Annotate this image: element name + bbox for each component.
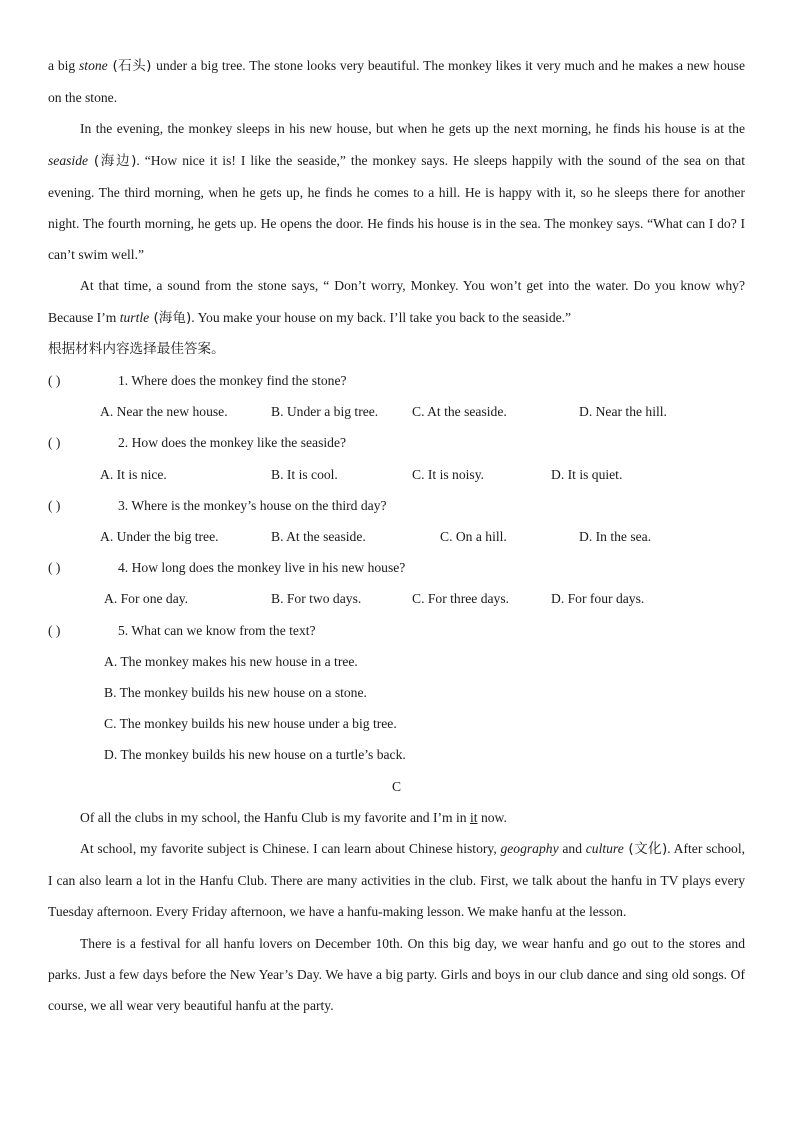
answer-blank[interactable]: ( ) <box>48 622 61 638</box>
option-c: C. For three days. <box>412 591 510 607</box>
question-3-options <box>48 521 745 552</box>
text-run: now. <box>477 809 507 825</box>
text-run: At that time, a sound from the stone says, “ Don’t worry, Monkey. You won’t get into the water. Do you know why? Because I’m <box>48 278 745 325</box>
text-run: . “How nice it is! I like the seaside,” the monkey says. He sleeps happily with the sound of the sea on that evening. The third morning, when he gets up, he finds he comes to a hill. He is happy with it, so he sleeps there for another night. The fourth morning, he gets up. He opens the door. He finds his house is in the sea. The monkey says. “What can I do? I can’t swim well.” <box>48 152 745 263</box>
text-run: . You make your house on my back. I’ll take you back to the seaside.” <box>191 309 572 325</box>
vocab-gloss: (文化) <box>623 841 668 858</box>
question-text: 3. Where is the monkey’s house on the third day? <box>118 497 387 513</box>
question-5 <box>48 615 745 646</box>
vocab-geography: geography <box>500 841 559 857</box>
passage-b-paragraph-2 <box>48 113 745 270</box>
option-d: D. It is quiet. <box>551 466 623 482</box>
passage-c-paragraph-2 <box>48 833 745 928</box>
passage-c-paragraph-1 <box>48 802 745 833</box>
vocab-gloss: (石头) <box>107 58 157 74</box>
option-b: B. For two days. <box>271 591 362 607</box>
question-2 <box>48 427 745 458</box>
text-run: . After school, I can also learn a lot in the Hanfu Club. There are many activities in the club. First, we talk about the hanfu in TV plays every Tuesday afternoon. Every Friday afternoon, we have a hanfu-making lesson. We make hanfu at the lesson. <box>48 841 745 920</box>
option-d: D. In the sea. <box>579 529 652 545</box>
question-3 <box>48 490 745 521</box>
option-b: B. At the seaside. <box>271 529 366 545</box>
question-2-options <box>48 459 745 490</box>
answer-blank[interactable]: ( ) <box>48 373 61 389</box>
vocab-stone: stone <box>79 58 108 73</box>
question-text: 1. Where does the monkey find the stone? <box>118 373 347 389</box>
option-a: A. It is nice. <box>100 466 167 482</box>
answer-blank[interactable]: ( ) <box>48 435 61 451</box>
text-run: and <box>558 841 586 857</box>
question-text: 2. How does the monkey like the seaside? <box>118 435 347 451</box>
text-run: a big <box>48 58 80 73</box>
option-a: A. Near the new house. <box>100 404 228 420</box>
text-run: At school, my favorite subject is Chinese. I can learn about Chinese history, <box>80 841 501 857</box>
vocab-turtle: turtle <box>119 309 150 325</box>
option-c: C. On a hill. <box>440 529 507 545</box>
vocab-seaside: seaside <box>48 152 89 168</box>
option-a: A. The monkey makes his new house in a tree. <box>104 653 358 669</box>
vocab-gloss: (海边) <box>88 152 137 169</box>
section-c-heading: C <box>391 778 402 794</box>
option-d: D. The monkey builds his new house on a turtle’s back. <box>104 747 406 763</box>
passage-b-paragraph-1 <box>48 50 745 113</box>
option-d: D. Near the hill. <box>579 404 667 420</box>
question-1-options <box>48 396 745 427</box>
underlined-word: it <box>470 809 478 825</box>
instruction-heading: 根据材料内容选择最佳答案。 <box>48 340 225 357</box>
option-c: C. It is noisy. <box>412 466 485 482</box>
option-a: A. Under the big tree. <box>100 529 219 545</box>
vocab-culture: culture <box>585 841 624 857</box>
option-b: B. The monkey builds his new house on a stone. <box>104 685 367 700</box>
passage-c-paragraph-3: There is a festival for all hanfu lovers on December 10th. On this big day, we wear hanfu and go out to the stores and parks. Just a few days before the New Year’s Day. We have a big party. Girls and boys in our club dance and sing old songs. Of course, we all wear very beautiful hanfu at the party. <box>48 935 745 1014</box>
vocab-gloss: (海龟) <box>149 309 192 326</box>
option-d: D. For four days. <box>551 591 645 607</box>
text-run: under a big tree. The stone looks very beautiful. The monkey likes it very much and he makes a new house on the stone. <box>48 58 746 106</box>
document-page <box>48 50 745 1021</box>
option-b: B. It is cool. <box>271 466 338 482</box>
option-c: C. At the seaside. <box>412 404 507 420</box>
option-b: B. Under a big tree. <box>271 404 379 420</box>
question-text: 4. How long does the monkey live in his new house? <box>118 560 406 576</box>
question-1 <box>48 365 745 396</box>
passage-b-paragraph-3 <box>48 270 745 333</box>
question-text: 5. What can we know from the text? <box>118 622 316 638</box>
option-c: C. The monkey builds his new house under a big tree. <box>104 716 397 732</box>
text-run: Of all the clubs in my school, the Hanfu Club is my favorite and I’m in <box>80 809 470 825</box>
text-run: In the evening, the monkey sleeps in his new house, but when he gets up the next morning, he finds his house is at the <box>80 121 745 137</box>
option-a: A. For one day. <box>104 591 189 607</box>
answer-blank[interactable]: ( ) <box>48 560 61 576</box>
question-4 <box>48 552 745 583</box>
answer-blank[interactable]: ( ) <box>48 497 61 513</box>
question-4-options <box>48 583 745 614</box>
